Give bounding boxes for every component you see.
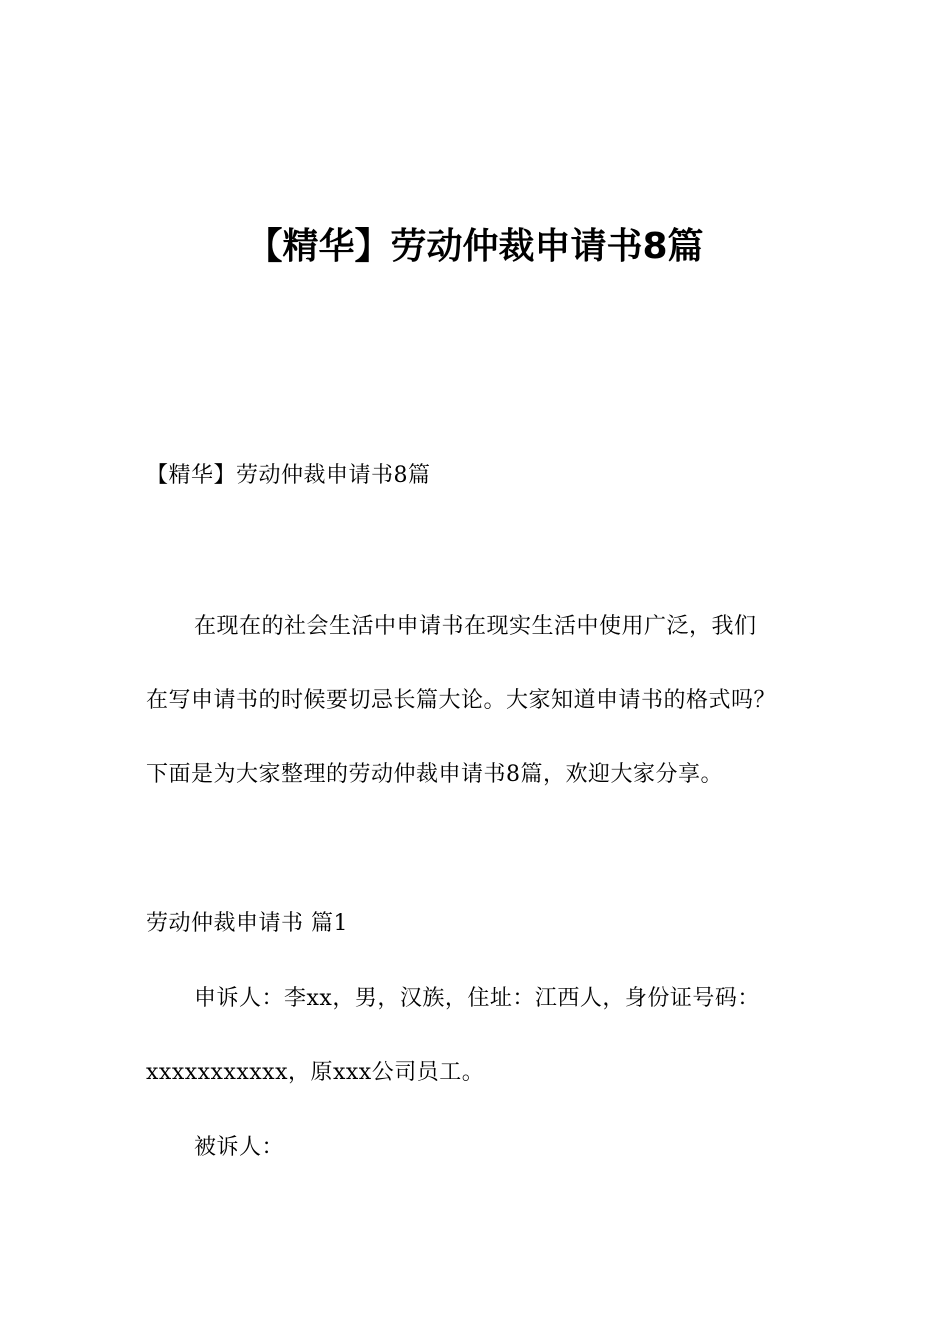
intro-paragraph-line: 在写申请书的时候要切忌长篇大论。大家知道申请书的格式吗？	[146, 688, 777, 713]
intro-paragraph-line: 下面是为大家整理的劳动仲裁申请书8篇，欢迎大家分享。	[146, 762, 723, 787]
section-heading: 劳动仲裁申请书 篇1	[146, 911, 348, 936]
complainant-line: xxxxxxxxxxx，原xxx公司员工。	[146, 1060, 485, 1085]
document-subtitle: 【精华】劳动仲裁申请书8篇	[146, 463, 431, 488]
respondent-line: 被诉人：	[194, 1135, 285, 1160]
complainant-line: 申诉人：李xx，男，汉族，住址：江西人，身份证号码：	[194, 986, 760, 1011]
intro-paragraph-line: 在现在的社会生活中申请书在现实生活中使用广泛，我们	[194, 614, 757, 639]
document-title: 【精华】劳动仲裁申请书8篇	[246, 226, 704, 267]
